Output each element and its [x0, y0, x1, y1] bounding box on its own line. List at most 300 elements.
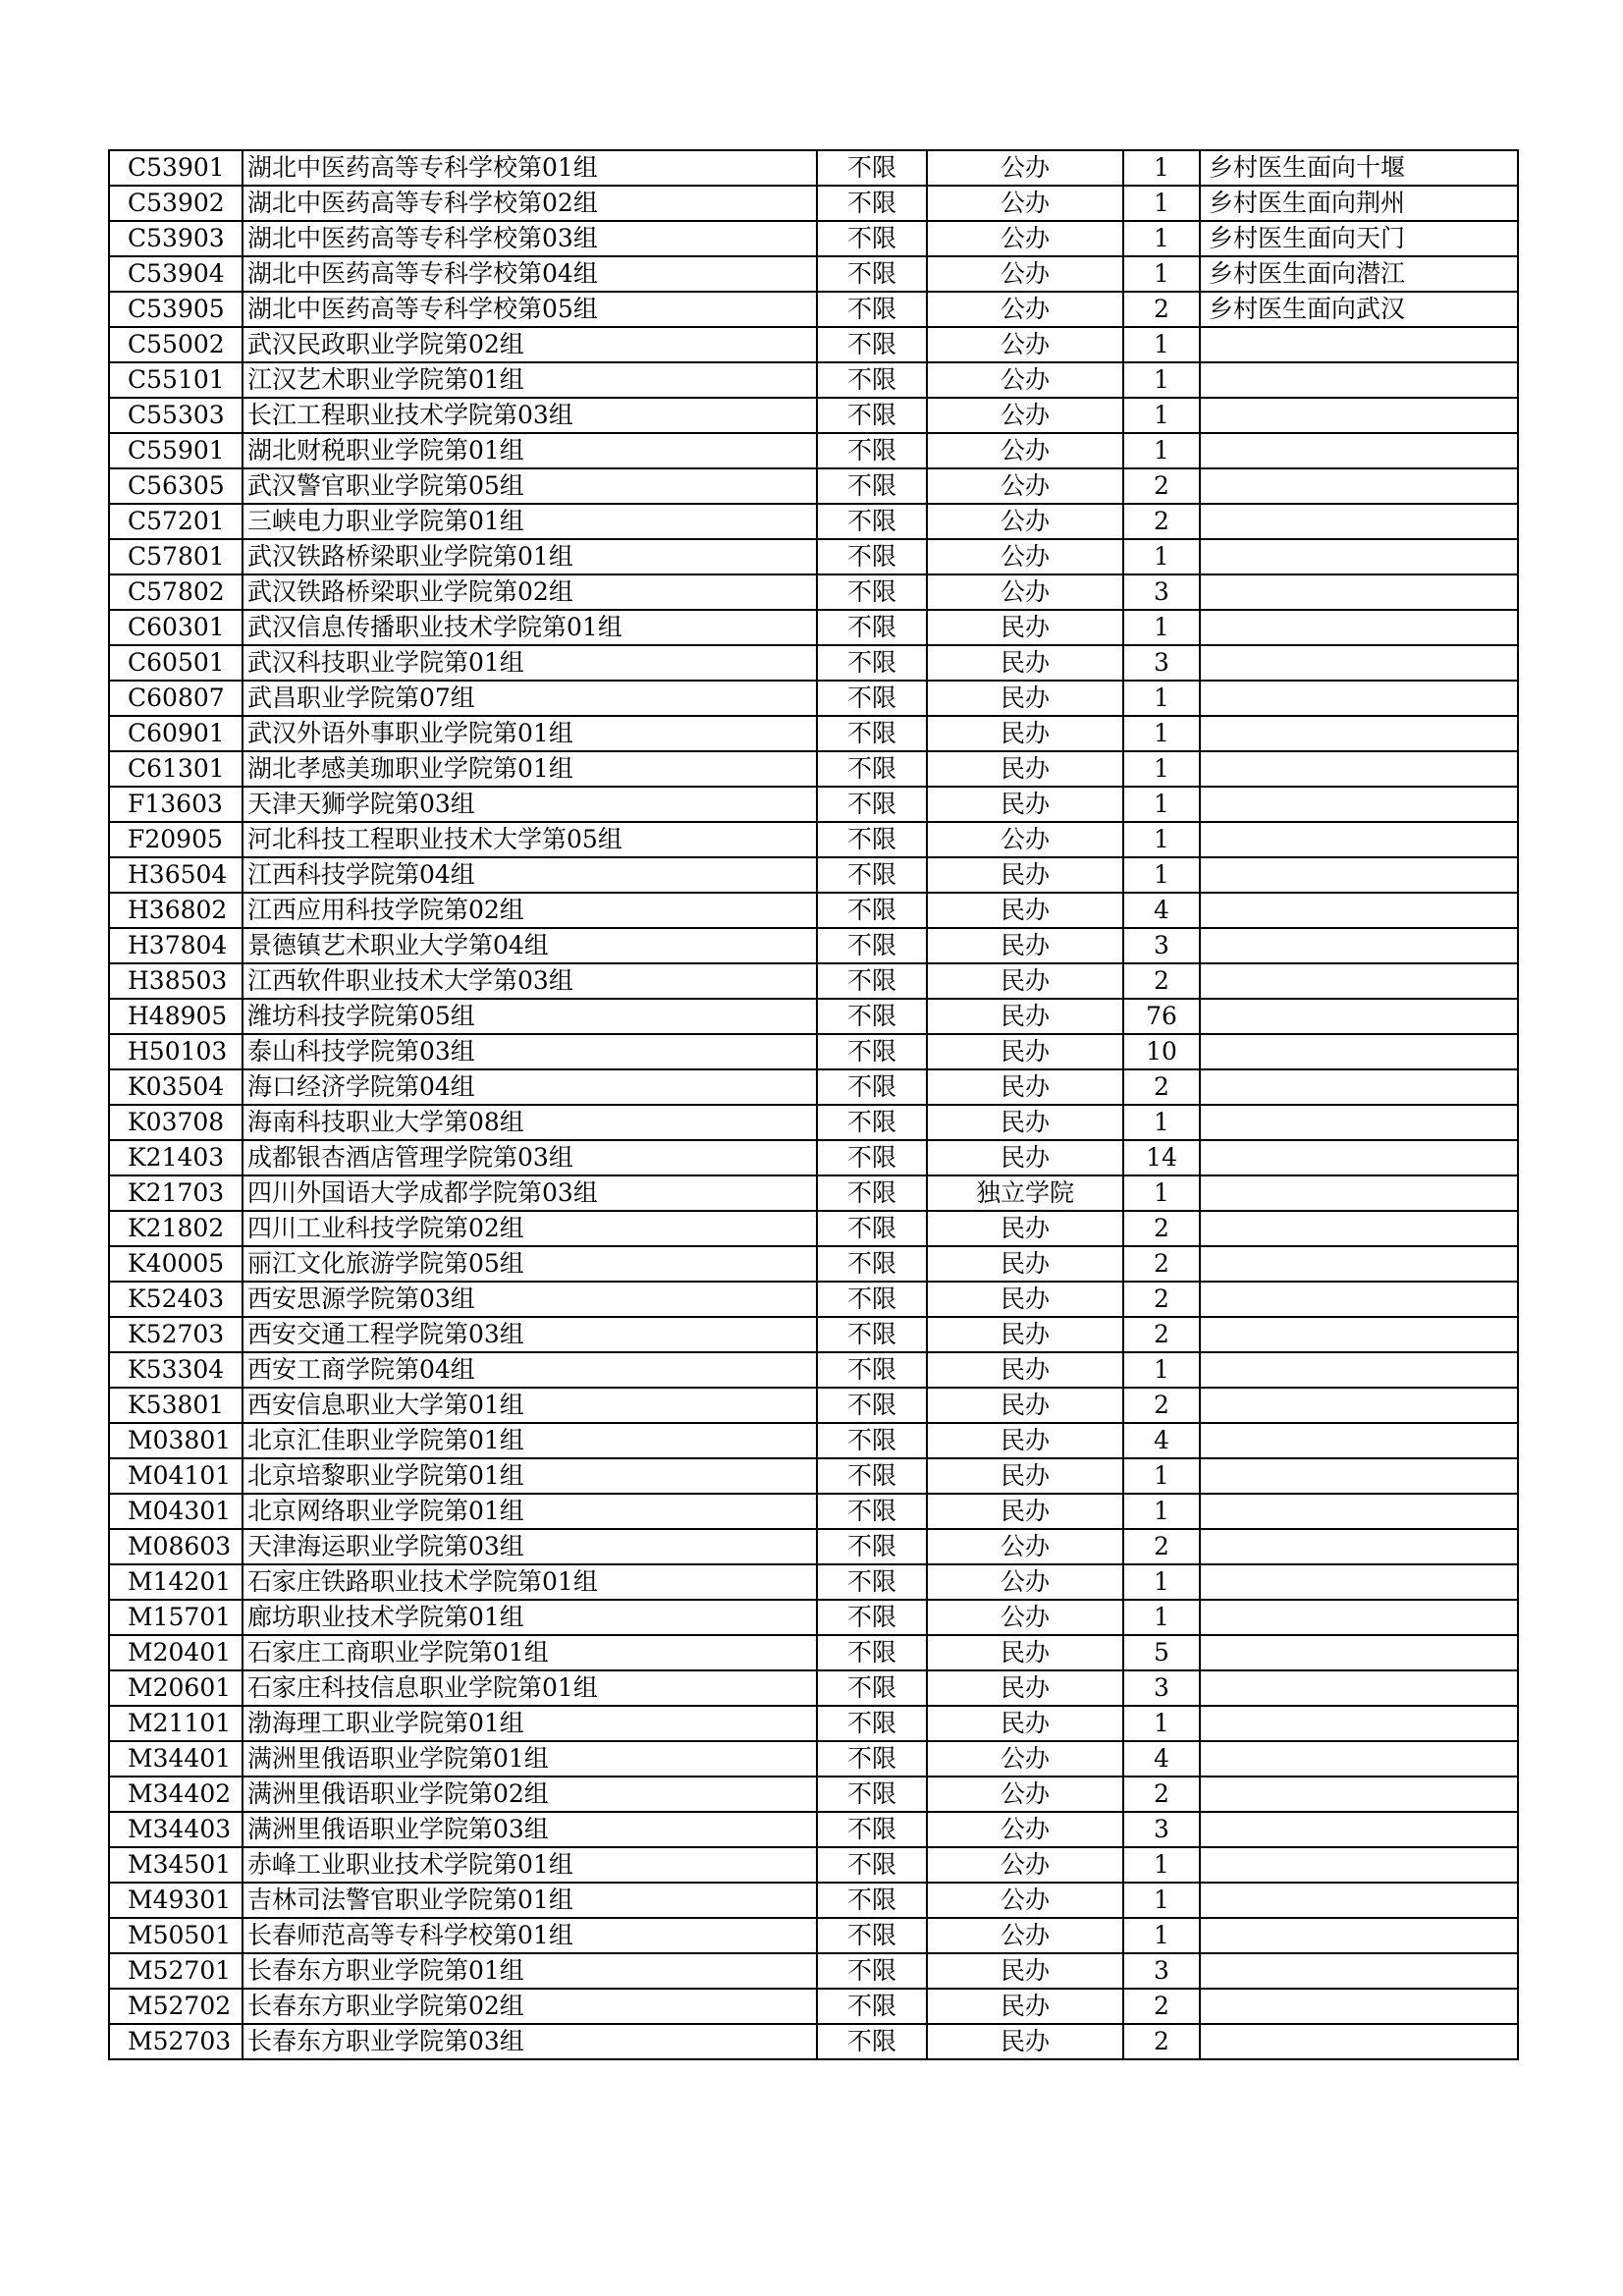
group-code-cell: M08603: [109, 1529, 243, 1564]
subject-requirement-cell: 不限: [817, 1317, 927, 1352]
subject-requirement-cell: 不限: [817, 1458, 927, 1494]
school-group-cell: 江西应用科技学院第02组: [243, 893, 817, 928]
plan-count-cell: 1: [1123, 1494, 1200, 1529]
table-row: [109, 1600, 1518, 1635]
remark-cell: [1200, 1494, 1518, 1529]
remark-cell: [1200, 1600, 1518, 1635]
group-code-cell: M52702: [109, 1989, 243, 2024]
remark-cell: [1200, 1918, 1518, 1953]
plan-count-cell: 1: [1123, 256, 1200, 292]
table-row: [109, 574, 1518, 610]
remark-cell: [1200, 1246, 1518, 1282]
subject-requirement-cell: 不限: [817, 1741, 927, 1777]
school-type-cell: 民办: [927, 1706, 1123, 1741]
subject-requirement-cell: 不限: [817, 1388, 927, 1423]
school-group-cell: 四川外国语大学成都学院第03组: [243, 1175, 817, 1211]
table-row: [109, 1352, 1518, 1388]
school-group-cell: 湖北中医药高等专科学校第04组: [243, 256, 817, 292]
school-type-cell: 民办: [927, 716, 1123, 751]
school-group-cell: 吉林司法警官职业学院第01组: [243, 1883, 817, 1918]
plan-count-cell: 1: [1123, 610, 1200, 645]
remark-cell: [1200, 1317, 1518, 1352]
school-type-cell: 民办: [927, 751, 1123, 787]
remark-cell: [1200, 610, 1518, 645]
subject-requirement-cell: 不限: [817, 787, 927, 822]
table-row: [109, 1883, 1518, 1918]
remark-cell: [1200, 787, 1518, 822]
school-type-cell: 民办: [927, 1989, 1123, 2024]
school-type-cell: 公办: [927, 150, 1123, 186]
subject-requirement-cell: 不限: [817, 1211, 927, 1246]
plan-count-cell: 2: [1123, 2024, 1200, 2059]
group-code-cell: K03504: [109, 1069, 243, 1105]
school-group-cell: 武昌职业学院第07组: [243, 681, 817, 716]
school-group-cell: 景德镇艺术职业大学第04组: [243, 928, 817, 963]
remark-cell: [1200, 504, 1518, 539]
plan-count-cell: 2: [1123, 1989, 1200, 2024]
school-type-cell: 公办: [927, 468, 1123, 504]
subject-requirement-cell: 不限: [817, 1282, 927, 1317]
school-group-cell: 潍坊科技学院第05组: [243, 999, 817, 1034]
school-type-cell: 公办: [927, 1918, 1123, 1953]
remark-cell: [1200, 928, 1518, 963]
remark-cell: 乡村医生面向十堰: [1200, 150, 1518, 186]
remark-cell: [1200, 2024, 1518, 2059]
subject-requirement-cell: 不限: [817, 1883, 927, 1918]
subject-requirement-cell: 不限: [817, 150, 927, 186]
table-row: [109, 362, 1518, 398]
plan-count-cell: 2: [1123, 1211, 1200, 1246]
school-group-cell: 海南科技职业大学第08组: [243, 1105, 817, 1140]
school-type-cell: 民办: [927, 1282, 1123, 1317]
plan-count-cell: 3: [1123, 574, 1200, 610]
remark-cell: [1200, 1989, 1518, 2024]
plan-count-cell: 1: [1123, 1352, 1200, 1388]
subject-requirement-cell: 不限: [817, 1352, 927, 1388]
school-type-cell: 公办: [927, 362, 1123, 398]
school-group-cell: 长春东方职业学院第02组: [243, 1989, 817, 2024]
group-code-cell: C55002: [109, 327, 243, 362]
subject-requirement-cell: 不限: [817, 1600, 927, 1635]
school-type-cell: 公办: [927, 1777, 1123, 1812]
school-type-cell: 公办: [927, 539, 1123, 574]
table-row: [109, 1953, 1518, 1989]
school-type-cell: 民办: [927, 1034, 1123, 1069]
remark-cell: [1200, 999, 1518, 1034]
plan-count-cell: 4: [1123, 1423, 1200, 1458]
plan-count-cell: 1: [1123, 1883, 1200, 1918]
table-row: [109, 2024, 1518, 2059]
subject-requirement-cell: 不限: [817, 645, 927, 681]
school-group-cell: 江汉艺术职业学院第01组: [243, 362, 817, 398]
subject-requirement-cell: 不限: [817, 1140, 927, 1175]
table-row: [109, 963, 1518, 999]
school-type-cell: 民办: [927, 645, 1123, 681]
school-type-cell: 公办: [927, 256, 1123, 292]
group-code-cell: C53903: [109, 221, 243, 256]
remark-cell: [1200, 1883, 1518, 1918]
group-code-cell: C53902: [109, 186, 243, 221]
group-code-cell: K52403: [109, 1282, 243, 1317]
school-type-cell: 民办: [927, 999, 1123, 1034]
group-code-cell: M52701: [109, 1953, 243, 1989]
group-code-cell: K21703: [109, 1175, 243, 1211]
school-type-cell: 公办: [927, 1564, 1123, 1600]
school-group-cell: 西安思源学院第03组: [243, 1282, 817, 1317]
plan-count-cell: 3: [1123, 928, 1200, 963]
subject-requirement-cell: 不限: [817, 1564, 927, 1600]
school-group-cell: 江西科技学院第04组: [243, 857, 817, 893]
table-row: [109, 1458, 1518, 1494]
school-type-cell: 公办: [927, 1812, 1123, 1847]
subject-requirement-cell: 不限: [817, 539, 927, 574]
remark-cell: [1200, 1953, 1518, 1989]
table-row: [109, 857, 1518, 893]
school-type-cell: 公办: [927, 504, 1123, 539]
remark-cell: [1200, 1635, 1518, 1670]
group-code-cell: M34401: [109, 1741, 243, 1777]
school-type-cell: 民办: [927, 1494, 1123, 1529]
subject-requirement-cell: 不限: [817, 362, 927, 398]
table-row: [109, 327, 1518, 362]
subject-requirement-cell: 不限: [817, 1529, 927, 1564]
table-body: [109, 150, 1518, 2059]
remark-cell: [1200, 857, 1518, 893]
plan-count-cell: 1: [1123, 1600, 1200, 1635]
school-type-cell: 民办: [927, 787, 1123, 822]
group-code-cell: C60901: [109, 716, 243, 751]
school-group-cell: 西安工商学院第04组: [243, 1352, 817, 1388]
plan-count-cell: 2: [1123, 1777, 1200, 1812]
remark-cell: [1200, 574, 1518, 610]
remark-cell: [1200, 362, 1518, 398]
group-code-cell: M49301: [109, 1883, 243, 1918]
group-code-cell: K52703: [109, 1317, 243, 1352]
school-group-cell: 石家庄铁路职业技术学院第01组: [243, 1564, 817, 1600]
remark-cell: [1200, 751, 1518, 787]
subject-requirement-cell: 不限: [817, 751, 927, 787]
group-code-cell: C61301: [109, 751, 243, 787]
subject-requirement-cell: 不限: [817, 1494, 927, 1529]
table-row: [109, 1564, 1518, 1600]
school-group-cell: 西安信息职业大学第01组: [243, 1388, 817, 1423]
plan-count-cell: 2: [1123, 468, 1200, 504]
group-code-cell: M21101: [109, 1706, 243, 1741]
school-type-cell: 民办: [927, 1953, 1123, 1989]
school-group-cell: 武汉铁路桥梁职业学院第01组: [243, 539, 817, 574]
subject-requirement-cell: 不限: [817, 1635, 927, 1670]
plan-count-cell: 1: [1123, 150, 1200, 186]
school-group-cell: 湖北中医药高等专科学校第03组: [243, 221, 817, 256]
remark-cell: [1200, 681, 1518, 716]
plan-count-cell: 1: [1123, 327, 1200, 362]
table-row: [109, 751, 1518, 787]
school-type-cell: 公办: [927, 574, 1123, 610]
plan-count-cell: 1: [1123, 186, 1200, 221]
subject-requirement-cell: 不限: [817, 1423, 927, 1458]
school-type-cell: 民办: [927, 681, 1123, 716]
school-type-cell: 民办: [927, 893, 1123, 928]
plan-count-cell: 1: [1123, 1918, 1200, 1953]
remark-cell: [1200, 1564, 1518, 1600]
group-code-cell: H36504: [109, 857, 243, 893]
subject-requirement-cell: 不限: [817, 928, 927, 963]
school-type-cell: 公办: [927, 433, 1123, 468]
group-code-cell: K21403: [109, 1140, 243, 1175]
school-type-cell: 公办: [927, 822, 1123, 857]
school-type-cell: 民办: [927, 963, 1123, 999]
table-row: [109, 398, 1518, 433]
subject-requirement-cell: 不限: [817, 999, 927, 1034]
plan-count-cell: 1: [1123, 1458, 1200, 1494]
group-code-cell: C60301: [109, 610, 243, 645]
school-type-cell: 民办: [927, 1458, 1123, 1494]
school-type-cell: 公办: [927, 1741, 1123, 1777]
group-code-cell: C53905: [109, 292, 243, 327]
school-group-cell: 三峡电力职业学院第01组: [243, 504, 817, 539]
table-row: [109, 610, 1518, 645]
remark-cell: [1200, 1423, 1518, 1458]
subject-requirement-cell: 不限: [817, 256, 927, 292]
group-code-cell: M04301: [109, 1494, 243, 1529]
remark-cell: [1200, 1105, 1518, 1140]
remark-cell: [1200, 1670, 1518, 1706]
group-code-cell: K40005: [109, 1246, 243, 1282]
school-type-cell: 公办: [927, 1600, 1123, 1635]
subject-requirement-cell: 不限: [817, 1706, 927, 1741]
group-code-cell: H37804: [109, 928, 243, 963]
plan-count-cell: 5: [1123, 1635, 1200, 1670]
subject-requirement-cell: 不限: [817, 1670, 927, 1706]
remark-cell: [1200, 539, 1518, 574]
group-code-cell: C57802: [109, 574, 243, 610]
school-group-cell: 长春师范高等专科学校第01组: [243, 1918, 817, 1953]
subject-requirement-cell: 不限: [817, 1175, 927, 1211]
group-code-cell: M20401: [109, 1635, 243, 1670]
remark-cell: [1200, 963, 1518, 999]
subject-requirement-cell: 不限: [817, 327, 927, 362]
subject-requirement-cell: 不限: [817, 681, 927, 716]
table-row: [109, 1423, 1518, 1458]
remark-cell: [1200, 1140, 1518, 1175]
table-row: [109, 1812, 1518, 1847]
plan-count-cell: 2: [1123, 1317, 1200, 1352]
school-type-cell: 民办: [927, 1388, 1123, 1423]
remark-cell: [1200, 468, 1518, 504]
school-group-cell: 廊坊职业技术学院第01组: [243, 1600, 817, 1635]
subject-requirement-cell: 不限: [817, 292, 927, 327]
group-code-cell: K21802: [109, 1211, 243, 1246]
remark-cell: [1200, 1034, 1518, 1069]
school-group-cell: 湖北财税职业学院第01组: [243, 433, 817, 468]
school-group-cell: 湖北孝感美珈职业学院第01组: [243, 751, 817, 787]
group-code-cell: C56305: [109, 468, 243, 504]
group-code-cell: K53304: [109, 1352, 243, 1388]
remark-cell: [1200, 893, 1518, 928]
school-group-cell: 北京培黎职业学院第01组: [243, 1458, 817, 1494]
remark-cell: [1200, 1706, 1518, 1741]
group-code-cell: F13603: [109, 787, 243, 822]
table-row: [109, 1388, 1518, 1423]
table-row: [109, 893, 1518, 928]
plan-count-cell: 1: [1123, 362, 1200, 398]
school-group-cell: 满洲里俄语职业学院第01组: [243, 1741, 817, 1777]
subject-requirement-cell: 不限: [817, 857, 927, 893]
remark-cell: [1200, 1847, 1518, 1883]
school-group-cell: 江西软件职业技术大学第03组: [243, 963, 817, 999]
plan-count-cell: 1: [1123, 716, 1200, 751]
group-code-cell: C60807: [109, 681, 243, 716]
school-group-cell: 北京汇佳职业学院第01组: [243, 1423, 817, 1458]
plan-count-cell: 3: [1123, 1670, 1200, 1706]
school-group-cell: 武汉外语外事职业学院第01组: [243, 716, 817, 751]
school-group-cell: 石家庄科技信息职业学院第01组: [243, 1670, 817, 1706]
group-code-cell: K03708: [109, 1105, 243, 1140]
school-group-cell: 武汉铁路桥梁职业学院第02组: [243, 574, 817, 610]
group-code-cell: M15701: [109, 1600, 243, 1635]
school-group-cell: 满洲里俄语职业学院第03组: [243, 1812, 817, 1847]
table-row: [109, 822, 1518, 857]
group-code-cell: M20601: [109, 1670, 243, 1706]
table-row: [109, 468, 1518, 504]
group-code-cell: M50501: [109, 1918, 243, 1953]
group-code-cell: H48905: [109, 999, 243, 1034]
school-group-cell: 满洲里俄语职业学院第02组: [243, 1777, 817, 1812]
school-type-cell: 独立学院: [927, 1175, 1123, 1211]
group-code-cell: H36802: [109, 893, 243, 928]
remark-cell: [1200, 1741, 1518, 1777]
plan-count-cell: 1: [1123, 221, 1200, 256]
subject-requirement-cell: 不限: [817, 610, 927, 645]
school-type-cell: 公办: [927, 292, 1123, 327]
group-code-cell: M34402: [109, 1777, 243, 1812]
plan-count-cell: 2: [1123, 1246, 1200, 1282]
plan-count-cell: 2: [1123, 1388, 1200, 1423]
school-type-cell: 民办: [927, 1246, 1123, 1282]
table-row: [109, 186, 1518, 221]
remark-cell: [1200, 716, 1518, 751]
group-code-cell: M14201: [109, 1564, 243, 1600]
remark-cell: [1200, 1352, 1518, 1388]
subject-requirement-cell: 不限: [817, 574, 927, 610]
plan-count-cell: 2: [1123, 1282, 1200, 1317]
table-row: [109, 1529, 1518, 1564]
school-type-cell: 公办: [927, 327, 1123, 362]
school-group-cell: 天津海运职业学院第03组: [243, 1529, 817, 1564]
group-code-cell: H38503: [109, 963, 243, 999]
table-row: [109, 787, 1518, 822]
table-row: [109, 1034, 1518, 1069]
school-group-cell: 湖北中医药高等专科学校第01组: [243, 150, 817, 186]
table-row: [109, 1140, 1518, 1175]
remark-cell: [1200, 645, 1518, 681]
school-type-cell: 民办: [927, 1140, 1123, 1175]
school-group-cell: 成都银杏酒店管理学院第03组: [243, 1140, 817, 1175]
school-group-cell: 武汉民政职业学院第02组: [243, 327, 817, 362]
table-row: [109, 292, 1518, 327]
plan-count-cell: 1: [1123, 1564, 1200, 1600]
table-row: [109, 716, 1518, 751]
plan-count-cell: 1: [1123, 1706, 1200, 1741]
plan-count-cell: 10: [1123, 1034, 1200, 1069]
plan-count-cell: 1: [1123, 787, 1200, 822]
school-group-cell: 武汉信息传播职业技术学院第01组: [243, 610, 817, 645]
group-code-cell: C57201: [109, 504, 243, 539]
plan-count-cell: 1: [1123, 539, 1200, 574]
school-type-cell: 民办: [927, 1423, 1123, 1458]
school-group-cell: 北京网络职业学院第01组: [243, 1494, 817, 1529]
remark-cell: [1200, 1777, 1518, 1812]
school-group-cell: 河北科技工程职业技术大学第05组: [243, 822, 817, 857]
school-group-cell: 赤峰工业职业技术学院第01组: [243, 1847, 817, 1883]
school-type-cell: 公办: [927, 1529, 1123, 1564]
group-code-cell: C55303: [109, 398, 243, 433]
group-code-cell: C57801: [109, 539, 243, 574]
remark-cell: [1200, 1529, 1518, 1564]
subject-requirement-cell: 不限: [817, 433, 927, 468]
plan-count-cell: 1: [1123, 398, 1200, 433]
subject-requirement-cell: 不限: [817, 1034, 927, 1069]
school-group-cell: 武汉科技职业学院第01组: [243, 645, 817, 681]
remark-cell: [1200, 398, 1518, 433]
school-group-cell: 泰山科技学院第03组: [243, 1034, 817, 1069]
table-row: [109, 1989, 1518, 2024]
school-type-cell: 民办: [927, 1211, 1123, 1246]
school-group-cell: 长春东方职业学院第03组: [243, 2024, 817, 2059]
subject-requirement-cell: 不限: [817, 1777, 927, 1812]
school-type-cell: 民办: [927, 1317, 1123, 1352]
plan-count-cell: 2: [1123, 504, 1200, 539]
table-row: [109, 1211, 1518, 1246]
remark-cell: [1200, 1175, 1518, 1211]
table-row: [109, 150, 1518, 186]
subject-requirement-cell: 不限: [817, 963, 927, 999]
school-type-cell: 民办: [927, 857, 1123, 893]
table-row: [109, 1246, 1518, 1282]
table-row: [109, 1670, 1518, 1706]
school-type-cell: 民办: [927, 610, 1123, 645]
table-row: [109, 1918, 1518, 1953]
subject-requirement-cell: 不限: [817, 1847, 927, 1883]
plan-count-cell: 3: [1123, 1953, 1200, 1989]
group-code-cell: M52703: [109, 2024, 243, 2059]
remark-cell: [1200, 1211, 1518, 1246]
plan-count-cell: 3: [1123, 1812, 1200, 1847]
school-type-cell: 公办: [927, 1883, 1123, 1918]
school-group-cell: 丽江文化旅游学院第05组: [243, 1246, 817, 1282]
school-group-cell: 渤海理工职业学院第01组: [243, 1706, 817, 1741]
remark-cell: [1200, 1812, 1518, 1847]
subject-requirement-cell: 不限: [817, 2024, 927, 2059]
group-code-cell: H50103: [109, 1034, 243, 1069]
remark-cell: [1200, 1282, 1518, 1317]
group-code-cell: C55901: [109, 433, 243, 468]
remark-cell: 乡村医生面向荆州: [1200, 186, 1518, 221]
plan-count-cell: 1: [1123, 1105, 1200, 1140]
school-type-cell: 公办: [927, 1847, 1123, 1883]
plan-count-cell: 3: [1123, 645, 1200, 681]
school-group-cell: 石家庄工商职业学院第01组: [243, 1635, 817, 1670]
remark-cell: 乡村医生面向潜江: [1200, 256, 1518, 292]
school-group-cell: 湖北中医药高等专科学校第05组: [243, 292, 817, 327]
plan-count-cell: 1: [1123, 1175, 1200, 1211]
remark-cell: [1200, 433, 1518, 468]
table-row: [109, 1175, 1518, 1211]
table-row: [109, 539, 1518, 574]
subject-requirement-cell: 不限: [817, 221, 927, 256]
plan-count-cell: 2: [1123, 963, 1200, 999]
subject-requirement-cell: 不限: [817, 1105, 927, 1140]
